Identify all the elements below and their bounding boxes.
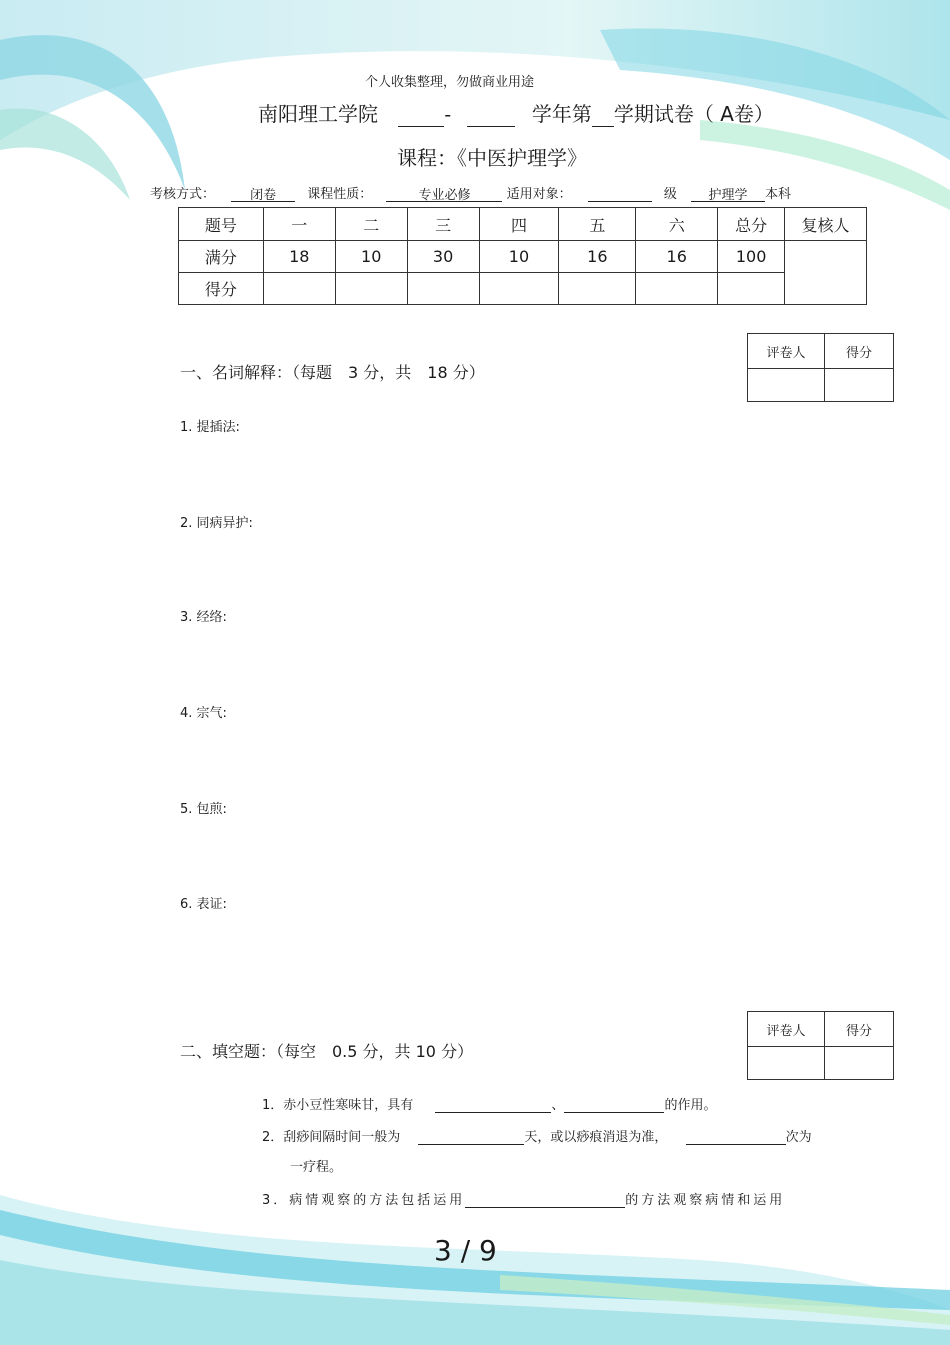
method-value: 闭卷 xyxy=(231,184,295,202)
header-cell: 四 xyxy=(479,208,559,241)
full-mark-cell: 16 xyxy=(636,241,718,273)
row-label-score: 得分 xyxy=(179,273,264,305)
answer-blank[interactable] xyxy=(686,1128,786,1145)
major-value: 护理学 xyxy=(691,184,765,202)
term-item: 3. 经络: xyxy=(180,610,227,625)
score-table xyxy=(178,207,867,305)
term-item: 5. 包煎: xyxy=(180,802,227,817)
score-cell[interactable] xyxy=(407,273,479,305)
header-cell-total: 总分 xyxy=(718,208,785,241)
header-cell: 三 xyxy=(407,208,479,241)
full-mark-cell: 16 xyxy=(559,241,636,273)
answer-blank[interactable] xyxy=(465,1191,625,1208)
answer-blank[interactable] xyxy=(418,1128,524,1145)
watermark-text: 个人收集整理，勿做商业用途 xyxy=(365,75,535,90)
full-mark-cell: 18 xyxy=(263,241,335,273)
section2-title: 二、填空题：（每空 0.5 分，共 10 分） xyxy=(180,1042,474,1061)
score-cell-total[interactable] xyxy=(718,273,785,305)
grader-score-cell[interactable] xyxy=(825,1047,894,1080)
header-cell: 五 xyxy=(559,208,636,241)
grader-box-section1 xyxy=(747,333,894,402)
full-mark-cell-total: 100 xyxy=(718,241,785,273)
grade-blank xyxy=(588,184,652,202)
grader-name-cell[interactable] xyxy=(748,369,825,402)
header-cell-reviewer: 复核人 xyxy=(785,208,867,241)
school-name: 南阳理工学院 xyxy=(258,102,378,126)
grader-name-cell[interactable] xyxy=(748,1047,825,1080)
section1-title: 一、名词解释：（每题 3 分，共 18 分） xyxy=(180,363,485,382)
score-cell[interactable] xyxy=(335,273,407,305)
fill-question-1: 1．赤小豆性寒味甘，具有 、 的作用。 xyxy=(262,1098,717,1113)
course-line: 课程：《中医护理学》 xyxy=(397,146,587,170)
fill-question-2-continued: 一疗程。 xyxy=(290,1160,343,1175)
term-blank xyxy=(592,109,614,127)
answer-blank[interactable] xyxy=(435,1096,551,1113)
row-label-question: 题号 xyxy=(179,208,264,241)
header-cell: 二 xyxy=(335,208,407,241)
header-cell: 一 xyxy=(263,208,335,241)
grader-score-label: 得分 xyxy=(825,1012,894,1047)
full-mark-cell: 30 xyxy=(407,241,479,273)
row-label-full-marks: 满分 xyxy=(179,241,264,273)
answer-blank[interactable] xyxy=(564,1096,664,1113)
score-cell[interactable] xyxy=(263,273,335,305)
fill-question-2: 2．刮痧间隔时间一般为 天，或以痧痕消退为准， 次为 xyxy=(262,1130,812,1145)
term-item: 4. 宗气: xyxy=(180,706,227,721)
grader-score-cell[interactable] xyxy=(825,369,894,402)
term-item: 2. 同病异护: xyxy=(180,516,253,531)
paper-version: A卷 xyxy=(720,102,754,126)
grader-box-section2 xyxy=(747,1011,894,1080)
term-item: 6. 表证: xyxy=(180,897,227,912)
nature-value: 专业必修 xyxy=(386,184,502,202)
grader-label: 评卷人 xyxy=(748,334,825,369)
score-cell[interactable] xyxy=(559,273,636,305)
full-mark-cell: 10 xyxy=(335,241,407,273)
score-cell[interactable] xyxy=(636,273,718,305)
fill-question-3: 3．病情观察的方法包括运用 的方法观察病情和运用 xyxy=(262,1193,786,1208)
term-item: 1. 提插法: xyxy=(180,420,240,435)
year-end-blank xyxy=(467,109,515,127)
score-cell[interactable] xyxy=(479,273,559,305)
full-mark-cell: 10 xyxy=(479,241,559,273)
year-start-blank xyxy=(398,109,444,127)
exam-title: 南阳理工学院 - 学年第 学期试卷（ A卷） xyxy=(258,102,774,126)
grader-score-label: 得分 xyxy=(825,334,894,369)
header-cell: 六 xyxy=(636,208,718,241)
reviewer-cell[interactable] xyxy=(785,241,867,305)
exam-info-line: 考核方式： 闭卷 课程性质： 专业必修 适用对象： 级 护理学 本科 xyxy=(150,183,791,202)
page-number: 3 / 9 xyxy=(434,1234,497,1267)
grader-label: 评卷人 xyxy=(748,1012,825,1047)
